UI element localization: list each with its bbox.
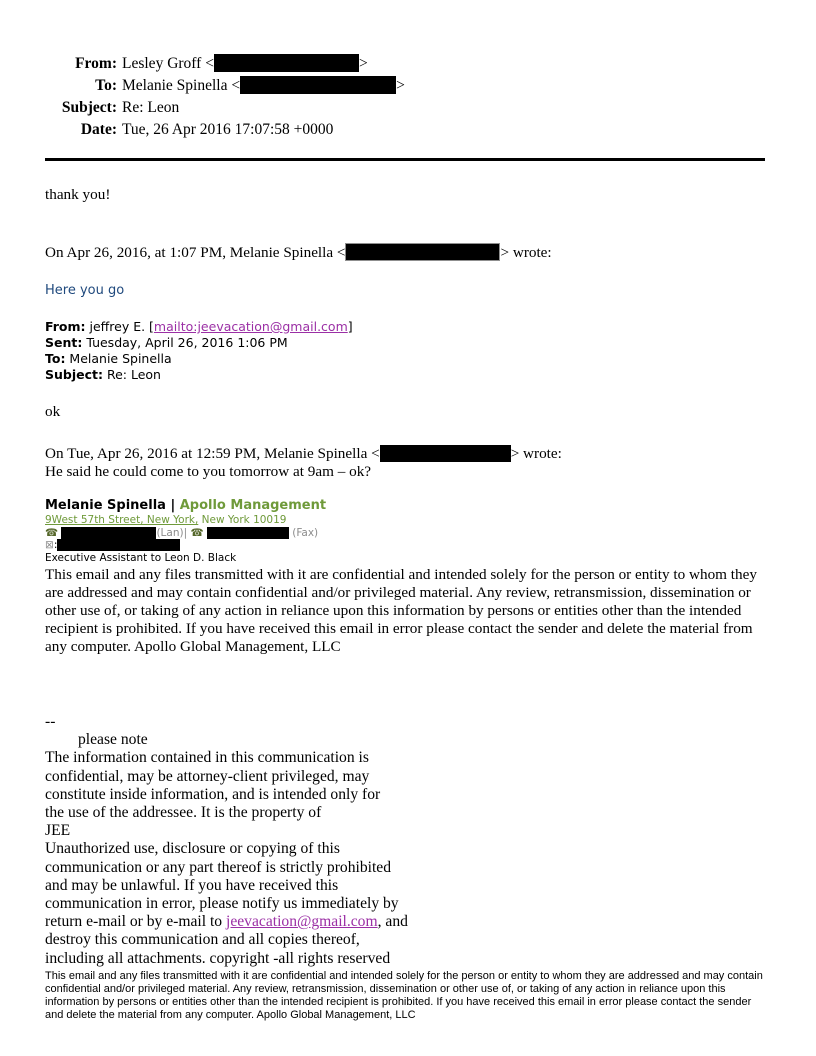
olk-sent-label: Sent: [45, 335, 83, 350]
email-header [45, 53, 770, 141]
olk-sent-value: Tuesday, April 26, 2016 1:06 PM [82, 335, 288, 350]
jee-link-line [45, 913, 770, 931]
lan-label: (Lan)| [156, 526, 188, 539]
to-close-bracket: > [396, 77, 405, 94]
jee-email-link[interactable]: jeevacation@gmail.com [226, 913, 378, 931]
redacted-to-email [240, 76, 396, 94]
from-label: From: [75, 55, 117, 72]
jee-line: destroy this communication and all copies thereof, [45, 931, 360, 949]
signature-title: Executive Assistant to Leon D. Black [45, 551, 237, 564]
signature-name-line [45, 498, 770, 514]
quote-intro-2 [45, 445, 770, 481]
olk-from-bracket: ] [347, 319, 353, 334]
envelope-icon: ⊠ [45, 539, 54, 551]
jee-line: constitute inside information, and is intended only for [45, 785, 381, 803]
signature-address [45, 514, 770, 527]
quote-intro-1-text: On Apr 26, 2016, at 1:07 PM, Melanie Spinella < [45, 244, 346, 261]
phone-icon-2: ☎ [190, 526, 204, 539]
quote-intro-2-text: On Tue, Apr 26, 2016 at 12:59 PM, Melanie Spinella < [45, 445, 380, 462]
subject-label: Subject: [61, 99, 117, 116]
jee-line: JEE [45, 822, 71, 840]
redacted-from-email [214, 54, 359, 72]
jee-line: communication or any part thereof is strictly prohibited [45, 858, 392, 876]
olk-subject-label: Subject: [45, 367, 103, 382]
quoted-outlook-header [45, 319, 770, 383]
footer-disclaimer: This email and any files transmitted with it are confidential and intended solely for the person or entity to whom they are addressed and may contain confidential and/or privileged material. Any review, retransmission, dissemination or other use of, or taking of any action in reliance upon this information by persons or entities other than the intended recipient is prohibited. If you have received this email in error please contact the sender and delete the material from any computer. Apollo Global Management, LLC [45, 969, 763, 1021]
jee-line: Unauthorized use, disclosure or copying of this [45, 840, 340, 858]
date-label: Date: [80, 121, 117, 138]
jee-line: including all attachments. copyright -all rights reserved [45, 949, 391, 967]
jee-line: confidential, may be attorney-client privileged, may [45, 767, 370, 785]
address-rest: New York 10019 [198, 514, 287, 526]
mailto-link[interactable]: mailto:jeevacation@gmail.com [153, 319, 348, 334]
address-link[interactable]: 9West 57th Street, New York, [45, 514, 199, 526]
signature-disclaimer: This email and any files transmitted with it are confidential and intended solely for the person or entity to whom they are addressed and may contain confidential and/or privileged material. Any review, retransmission, dissemination or other use of, or taking of any action in reliance upon this information by persons or entities other than the intended recipient is prohibited. If you have received this email in error please contact the sender and delete the material from any computer. Apollo Global Management, LLC [45, 566, 757, 655]
jee-line: the use of the addressee. It is the property of [45, 804, 322, 822]
olk-to-label: To: [45, 351, 66, 366]
quote-intro-1-suffix: > wrote: [500, 244, 552, 261]
redacted-phone-fax [207, 527, 289, 539]
jee-line: and may be unlawful. If you have received this [45, 876, 339, 894]
date-value: Tue, 26 Apr 2016 17:07:58 +0000 [122, 121, 334, 138]
quote-message-text: He said he could come to you tomorrow at 9am – ok? [45, 463, 372, 480]
redacted-email-quote1 [345, 243, 500, 261]
quote-intro-1 [45, 243, 770, 262]
olk-subject-value: Re: Leon [103, 367, 161, 382]
olk-to-line [45, 351, 770, 367]
jee-line: The information contained in this communication is [45, 749, 369, 767]
olk-subject-line [45, 367, 770, 383]
jee-link-line-pre: return e-mail or by e-mail to [45, 913, 226, 931]
to-value [122, 75, 770, 97]
jee-line: communication in error, please notify us immediately by [45, 895, 399, 913]
signature-phone-line [45, 527, 770, 540]
please-note-text: please note [78, 731, 148, 749]
subject-value: Re: Leon [122, 99, 180, 116]
signature-block [45, 498, 770, 656]
olk-from-name: jeffrey E. [ [85, 319, 154, 334]
phone-icon: ☎ [45, 526, 59, 539]
signature-company: Apollo Management [179, 498, 327, 513]
quote-intro-2-line1 [45, 445, 770, 463]
from-value [122, 53, 770, 75]
jee-disclaimer-block [45, 713, 770, 968]
olk-to-value: Melanie Spinella [65, 351, 172, 366]
to-name: Melanie Spinella < [122, 77, 241, 94]
signature-email-line [45, 539, 770, 552]
from-close-bracket: > [358, 55, 368, 72]
jee-link-line-post: , and [377, 913, 408, 931]
email-colon: : [53, 539, 58, 551]
olk-sent-line [45, 335, 770, 351]
fax-label: (Fax) [292, 526, 319, 539]
header-divider [45, 158, 765, 161]
here-you-go-text: Here you go [45, 283, 125, 298]
from-name: Lesley Groff < [122, 55, 214, 72]
redacted-email-quote2 [380, 445, 511, 462]
olk-from-line [45, 319, 770, 335]
ok-text: ok [45, 403, 61, 420]
quote-intro-2-suffix: > wrote: [510, 445, 562, 462]
redacted-phone-lan [61, 527, 156, 539]
thank-you-text: thank you! [45, 186, 111, 203]
signature-separator: -- [45, 713, 56, 730]
to-label: To: [95, 77, 117, 94]
olk-from-label: From: [45, 319, 86, 334]
signature-name: Melanie Spinella | [45, 498, 180, 513]
redacted-signature-email [57, 539, 180, 551]
